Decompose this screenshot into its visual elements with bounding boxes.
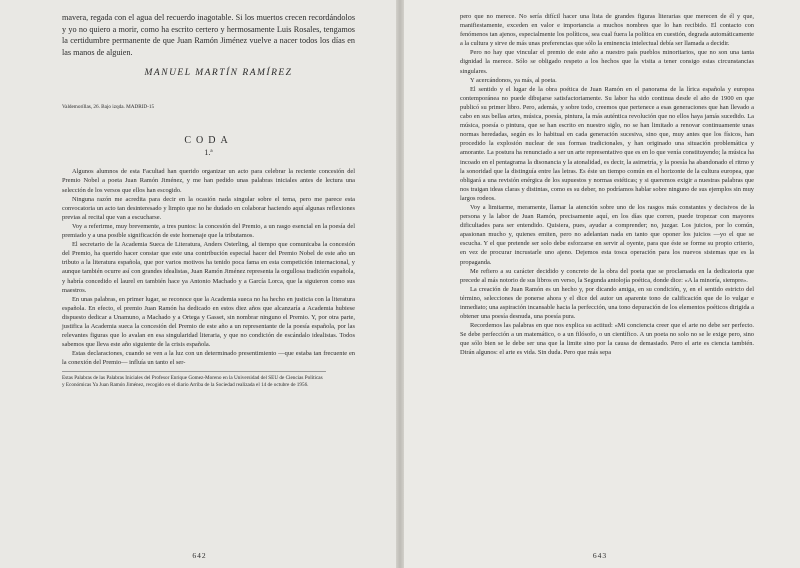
intro-block — [62, 12, 355, 58]
paragraph: Pero no hay que vincular el premio de este año a nuestro país pueblos minoritarios, que no son una tanta dignidad la merece. Sólo se obligado respeto a los hechos que la visita a tener consigo estas circunstancias singulares. — [460, 49, 754, 75]
paragraph: Recordemos las palabras en que nos explica su actitud: «Mi conciencia creer que el arte no debe ser perfecto. Se debe perfección a un matemático, o a un filósofo, o un científico. A un poeta no solo no se le exige pero, sino que sólo bien se le debe ser una que la limite sino por la causa de demasiado. Pero el arte es ciencia también. Dirán algunos: el arte es vida. Sin duda. Pero que más sepa — [460, 322, 754, 357]
paragraph: Voy a limitarme, meramente, llamar la atención sobre uno de los rasgos más constantes y decisivos de la persona y la labor de Juan Ramón, precisamente aquí, en los días que corren, puede tropezar con mayores dificultades para ser entendido. Quisiera, pues, ayudar a comprender; no, juzgar. Los juicios, por lo común, apasionan mucho y, quienes emiten, pero no adelantan nada en tanto que oponer los juicios —yo el que se escucha. Y el que pretende ser solo debe esforzarse en servir al oyente, para que éste se forme su propio criterio, en vez de procurar incrustarle uno ajeno. Dejemos esta tosca operación para los nuevos sistemas que es la propaganda. — [460, 203, 754, 266]
paragraph: Estas declaraciones, cuando se ven a la luz con un determinado presentimiento —que estaba tan frecuente en la conexión del Premio— influía un tanto el ser- — [62, 350, 355, 367]
page-number-right: 643 — [592, 551, 608, 560]
paragraph: Y acercándonos, ya más, al poeta. — [470, 76, 557, 84]
paragraph: Voy a referirme, muy brevemente, a tres puntos: la concesión del Premio, a un rasgo esencial en la poesía del premiado y a una posible significación de este homenaje que la tributamos. — [62, 222, 355, 240]
paragraph: La creación de Juan Ramón es un hecho y, por dicando amiga, en su condición, y, en el sentido estricto del término, selecciones de ponerse ahora y el dice del autor un aparente tono de calificación que de lo vulgar e inmediato; una aspiración incansable hacia la perfección, una tono depuración de los elementos poéticos dirigida a obtener una poesía desnuda, una poesía pura. — [460, 285, 754, 321]
section-title: CODA — [184, 135, 233, 147]
paragraph: Me refiero a su carácter decidido y concreto de la obra del poeta que se proclamada en la dedicatoria que precede al más notorio de sus libros en verso, la Segunda antolojía poética, donde dice: «A la minoría, siempre». — [460, 267, 754, 284]
author-address: Valdemoríllas, 26. Bajo izqda. MADRID-15 — [62, 104, 155, 111]
section-number: 1.ª — [204, 148, 213, 158]
paragraph: En unas palabras, en primer lugar, se reconoce que la Academia sueca no ha hecho en justicia con la literatura española. En efecto, el premio Juan Ramón ha dedicado en estos diez años que alcanzaría a Academia hubiese dispuesto dedicar a Unamuno, a Machado y a Ortega y Gasset, sin nombrar ninguno el Premio. Y, por otra parte, justifica la Academia sueca la concesión del Premio de este año a un representante de la poesía española, por las relevantes figuras que lo avalan en esa singularidad literaria, y que no condición de escándalo idealistas. Todos sabemos que lleva este año siguiente de la crisis española. — [62, 295, 355, 349]
right-page — [400, 0, 800, 568]
footnote: Estas Palabras de las Palabras Iniciales del Profesor Enrique Gomez-Moreno en la Universidad del SEU de Ciencias Políticas y Económicas Ya Juan Ramón Jiménez, recogido en el diario Arriba de la Sociedad realizada el 14 de octubre de 1956. — [62, 371, 326, 389]
paragraph: El sentido y el lugar de la obra poética de Juan Ramón en el panorama de la lírica española y europea contemporánea no puede dibujarse satisfactoriamente. Su labor ha sido continua desde el año de 1900 en que publicó su primer libro. Pero, además, y sobre todo, creemos que pertenece a esas generaciones que han llevado a cabo en sus bellas artes, música, poesía, pintura, la más auténtica revolución que no ellos haya jamás sucedido. La música, poesía o pintura, que se han escrito en nuestro siglo, no se han limitado a renovar continuamente unas normas heredadas, según es lo habitual en cada generación sucesiva, sino que, muy antes que los físicos, han procedido la explosión nuclear de sus formas tradicionales, y han originado una situación problemática y amorante. La postura ha renunciado a ser un arte representativo que es en lo que venía constituyendo; la música ha incoado en el pentagrama la disonancia y la atonalidad, es decir, la asimetría, y la poesía ha abandonado el ritmo y la sonoridad que la distinguía entre las letras. Es éste un tiempo común en el horizonte de la cultura europea, que obligará a una revisión enérgica de los supuestos y normas estéticas; y si queremos exigir a nuestras palabras que nos traigan ideas claras y distintas, como es su deber, no podríamos hablar sobre ninguno de sus ejemplos sin muy largos rodeos. — [460, 85, 754, 202]
paragraph: pero que no merece. No sería difícil hacer una lista de grandes figuras literarias que merecen de él y que, manifiestamente, exceden en valor e importancia a muchos nombres que lo han recibido. El contacto con fenómenos tan ajenos, especialmente los políticos, sea cual fuera la política en cuestión, degrada automáticamente a la cultura y sirve de más unas preferencias que sólo la eminencia intelectual debía ser llamada a decidir. — [460, 13, 754, 48]
paragraph: Algunos alumnos de esta Facultad han querido organizar un acto para celebrar la reciente concesión del Premio Nobel a poeta Juan Ramón Jiménez, y me han pedido unas palabras iniciales antes de lectura una selección de los versos que ellos han escogido. — [62, 168, 355, 194]
book-gutter — [396, 0, 404, 568]
paragraph: Ninguna razón me acredita para decir en la ocasión nada singular sobre el tema, pero me parece esta convocatoria un acto tan desinteresado y limpio que no he dudado en colaborar haciendo aquí algunas reflexiones previas al recital que van a escucharse. — [62, 195, 355, 221]
page-number-left: 642 — [192, 551, 207, 560]
author-signature: MANUEL MARTÍN RAMÍREZ — [144, 68, 293, 79]
intro-text: mavera, regada con el agua del recuerdo inagotable. Si los muertos crecen recordándolos y yo no quiero a morir, como ha escrito certero y hermosamente Luis Rosales, tengamos la certidumbre permanente de que Juan Ramón Jiménez vuelve a nacer todos los días en las manos de alguien. — [62, 13, 355, 57]
paragraph: El secretario de la Academia Sueca de Literatura, Anders Osterling, al tiempo que comunicaba la concesión del Premio, ha querido hacer constar que este una contribución especial hacer del Premio Nobel de este año un tributo a la literatura española, que por varios motivos ha tenido poca fama en esta competición internacional, y aunque también ocurre así con grandes idealistas, Juan Ramón Jiménez representa la orgullosa tradición española, y habría concedido el laurel en también hace ya Antonio Machado y a García Lorca, que la siguieron como sus maestros. — [62, 241, 355, 294]
